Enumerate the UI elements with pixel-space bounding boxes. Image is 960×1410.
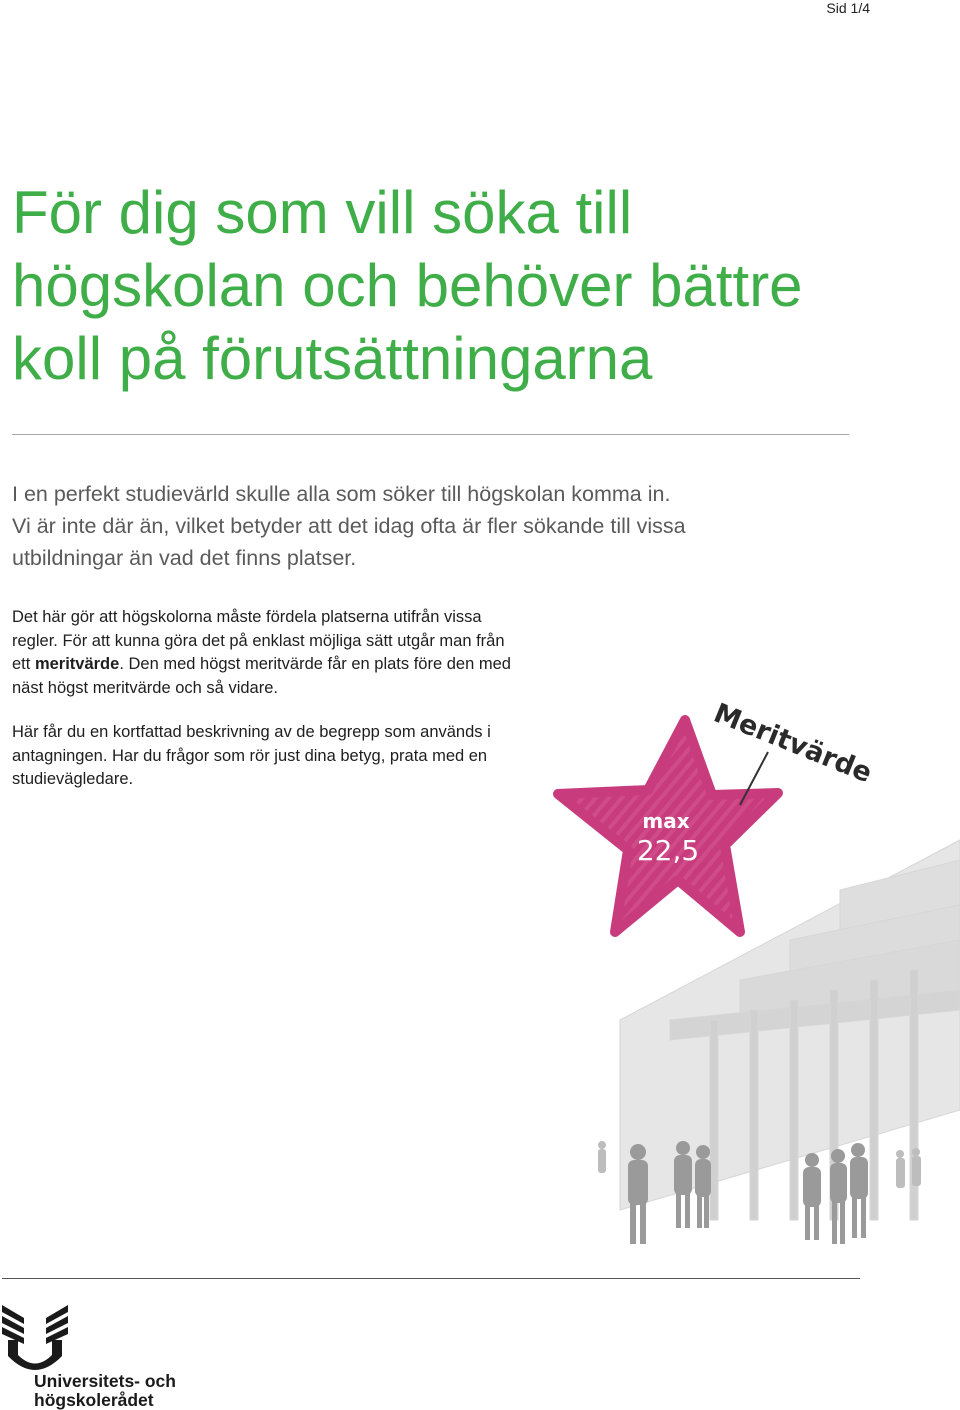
illustration [540, 690, 960, 1270]
body-paragraph-2 [12, 721, 572, 792]
title-line: För dig som vill söka till [12, 179, 633, 246]
meritvarde-term: meritvärde [34, 655, 120, 673]
body-line: regler. För att kunna göra det på enklast möjliga sätt utgår man från [12, 631, 505, 650]
title-line: högskolan och behöver bättre [12, 252, 803, 319]
page-title [12, 176, 912, 395]
body-line: näst högst meritvärde och så vidare. [12, 678, 278, 697]
body-line: studievägledare. [12, 770, 134, 788]
body-line: Det här gör att högskolorna måste fördela platserna utifrån vissa [12, 608, 482, 626]
body-text: ett [12, 655, 35, 673]
star-value: 22,5 [636, 834, 700, 867]
intro-line: I en perfekt studievärld skulle alla som söker till högskolan komma in. [12, 482, 671, 506]
body-text: . Den med högst meritvärde får en plats före den med [119, 655, 511, 673]
intro-paragraph [12, 478, 872, 574]
star-max-label: max [642, 809, 690, 833]
meritvarde-label: Meritvärde [709, 697, 877, 790]
title-line: koll på förutsättningarna [12, 325, 653, 392]
body-line: antagningen. Har du frågor som rör just dina betyg, prata med en [12, 746, 488, 765]
body-line: Här får du en kortfattad beskrivning av de begrepp som används i [12, 723, 491, 741]
logo-line: högskolerådet [34, 1390, 154, 1410]
logo-wordmark [34, 1372, 176, 1410]
body-line [12, 653, 572, 677]
intro-line: utbildningar än vad det finns platser. [12, 546, 357, 570]
logo-line: Universitets- och [34, 1371, 176, 1391]
page-number: Sid 1/4 [826, 0, 870, 16]
footer-divider [2, 1278, 860, 1279]
intro-line: Vi är inte där än, vilket betyder att det idag ofta är fler sökande till vissa [12, 514, 686, 538]
building-silhouette [620, 840, 960, 1220]
divider [12, 434, 849, 435]
body-paragraph-1 [12, 606, 572, 700]
